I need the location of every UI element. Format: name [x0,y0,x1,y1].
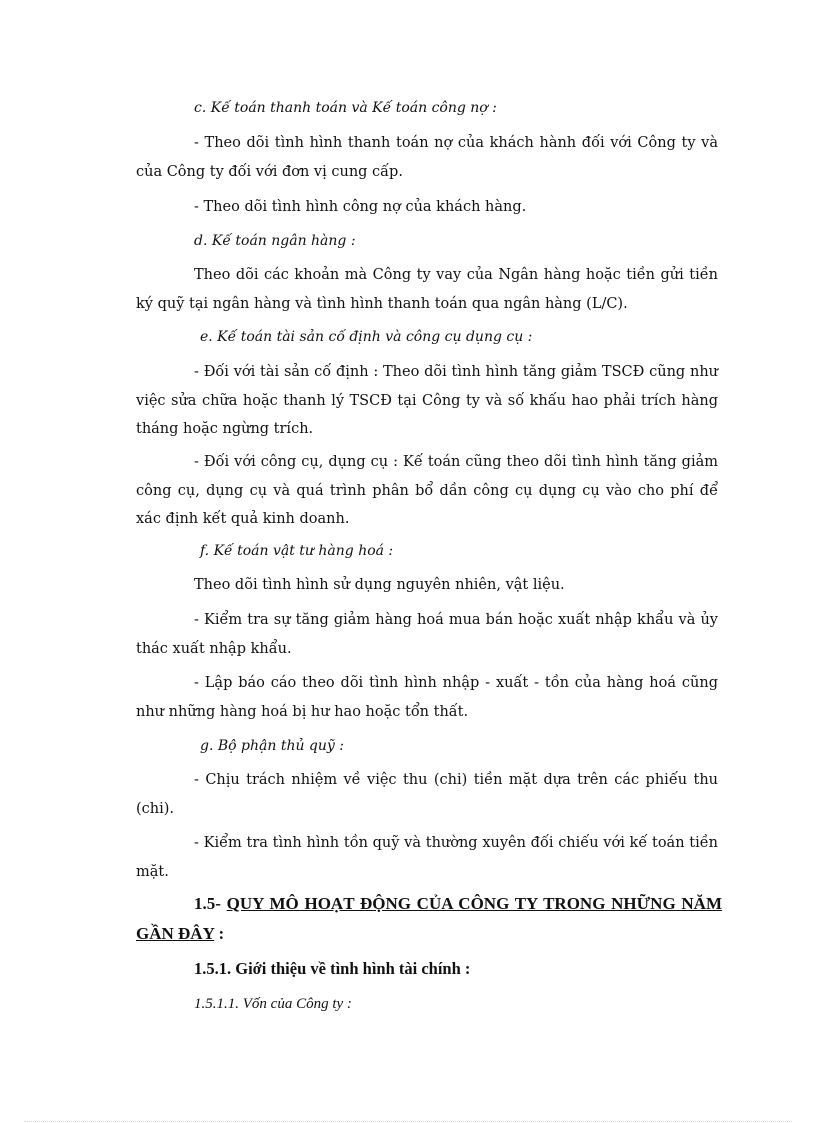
section-c-heading: c. Kế toán thanh toán và Kế toán công nợ : [194,100,497,116]
section-c-paragraph-1: - Theo dõi tình hình thanh toán nợ của khách hành đối với Công ty và của Công ty đối với đơn vị cung cấp. [136,135,718,180]
section-number: 1.5- [194,894,221,913]
section-g-paragraph-1: - Chịu trách nhiệm về việc thu (chi) tiền mặt dựa trên các phiếu thu (chi). [136,772,718,817]
section-d-heading: d. Kế toán ngân hàng : [194,233,356,249]
section-g-paragraph-2: - Kiểm tra tình hình tồn quỹ và thường xuyên đối chiếu với kế toán tiền mặt. [136,835,718,880]
section-f-heading: f. Kế toán vật tư hàng hoá : [200,543,394,559]
section-e-heading: e. Kế toán tài sản cố định và công cụ dụng cụ : [200,329,533,345]
section-e-paragraph-2: - Đối với công cụ, dụng cụ : Kế toán cũng theo dõi tình hình tăng giảm công cụ, dụng cụ và quá trình phân bổ dần công cụ dụng cụ vào cho phí để xác định kết quả kinh doanh. [136,454,718,527]
section-f-paragraph-2: - Kiểm tra sự tăng giảm hàng hoá mua bán hoặc xuất nhập khẩu và ủy thác xuất nhập khẩu. [136,612,718,657]
section-title: QUY MÔ HOẠT ĐỘNG CỦA CÔNG TY TRONG NHỮNG NĂM GẦN ĐÂY [136,894,722,943]
subsection-heading-1-5-1: 1.5.1. Giới thiệu về tình hình tài chính : [194,959,471,978]
section-d-paragraph-1: Theo dõi các khoản mà Công ty vay của Ngân hàng hoặc tiền gửi tiền ký quỹ tại ngân hàng và tình hình thanh toán qua ngân hàng (L/C). [136,267,718,312]
page-bottom-divider [24,1121,792,1122]
section-f-paragraph-1: Theo dõi tình hình sử dụng nguyên nhiên, vật liệu. [194,577,565,593]
section-heading-1-5 [136,889,722,949]
subsubsection-heading-1-5-1-1: 1.5.1.1. Vốn của Công ty : [194,996,352,1012]
section-c-paragraph-2: - Theo dõi tình hình công nợ của khách hàng. [194,199,527,215]
section-e-paragraph-1: - Đối với tài sản cố định : Theo dõi tình hình tăng giảm TSCĐ cũng như việc sửa chữa hoặc thanh lý TSCĐ tại Công ty và số khấu hao phải trích hàng tháng hoặc ngừng trích. [136,364,718,437]
section-g-heading: g. Bộ phận thủ quỹ : [200,738,344,754]
section-f-paragraph-3: - Lập báo cáo theo dõi tình hình nhập - xuất - tồn của hàng hoá cũng như những hàng hoá bị hư hao hoặc tổn thất. [136,675,718,720]
section-title-suffix: : [214,924,225,943]
